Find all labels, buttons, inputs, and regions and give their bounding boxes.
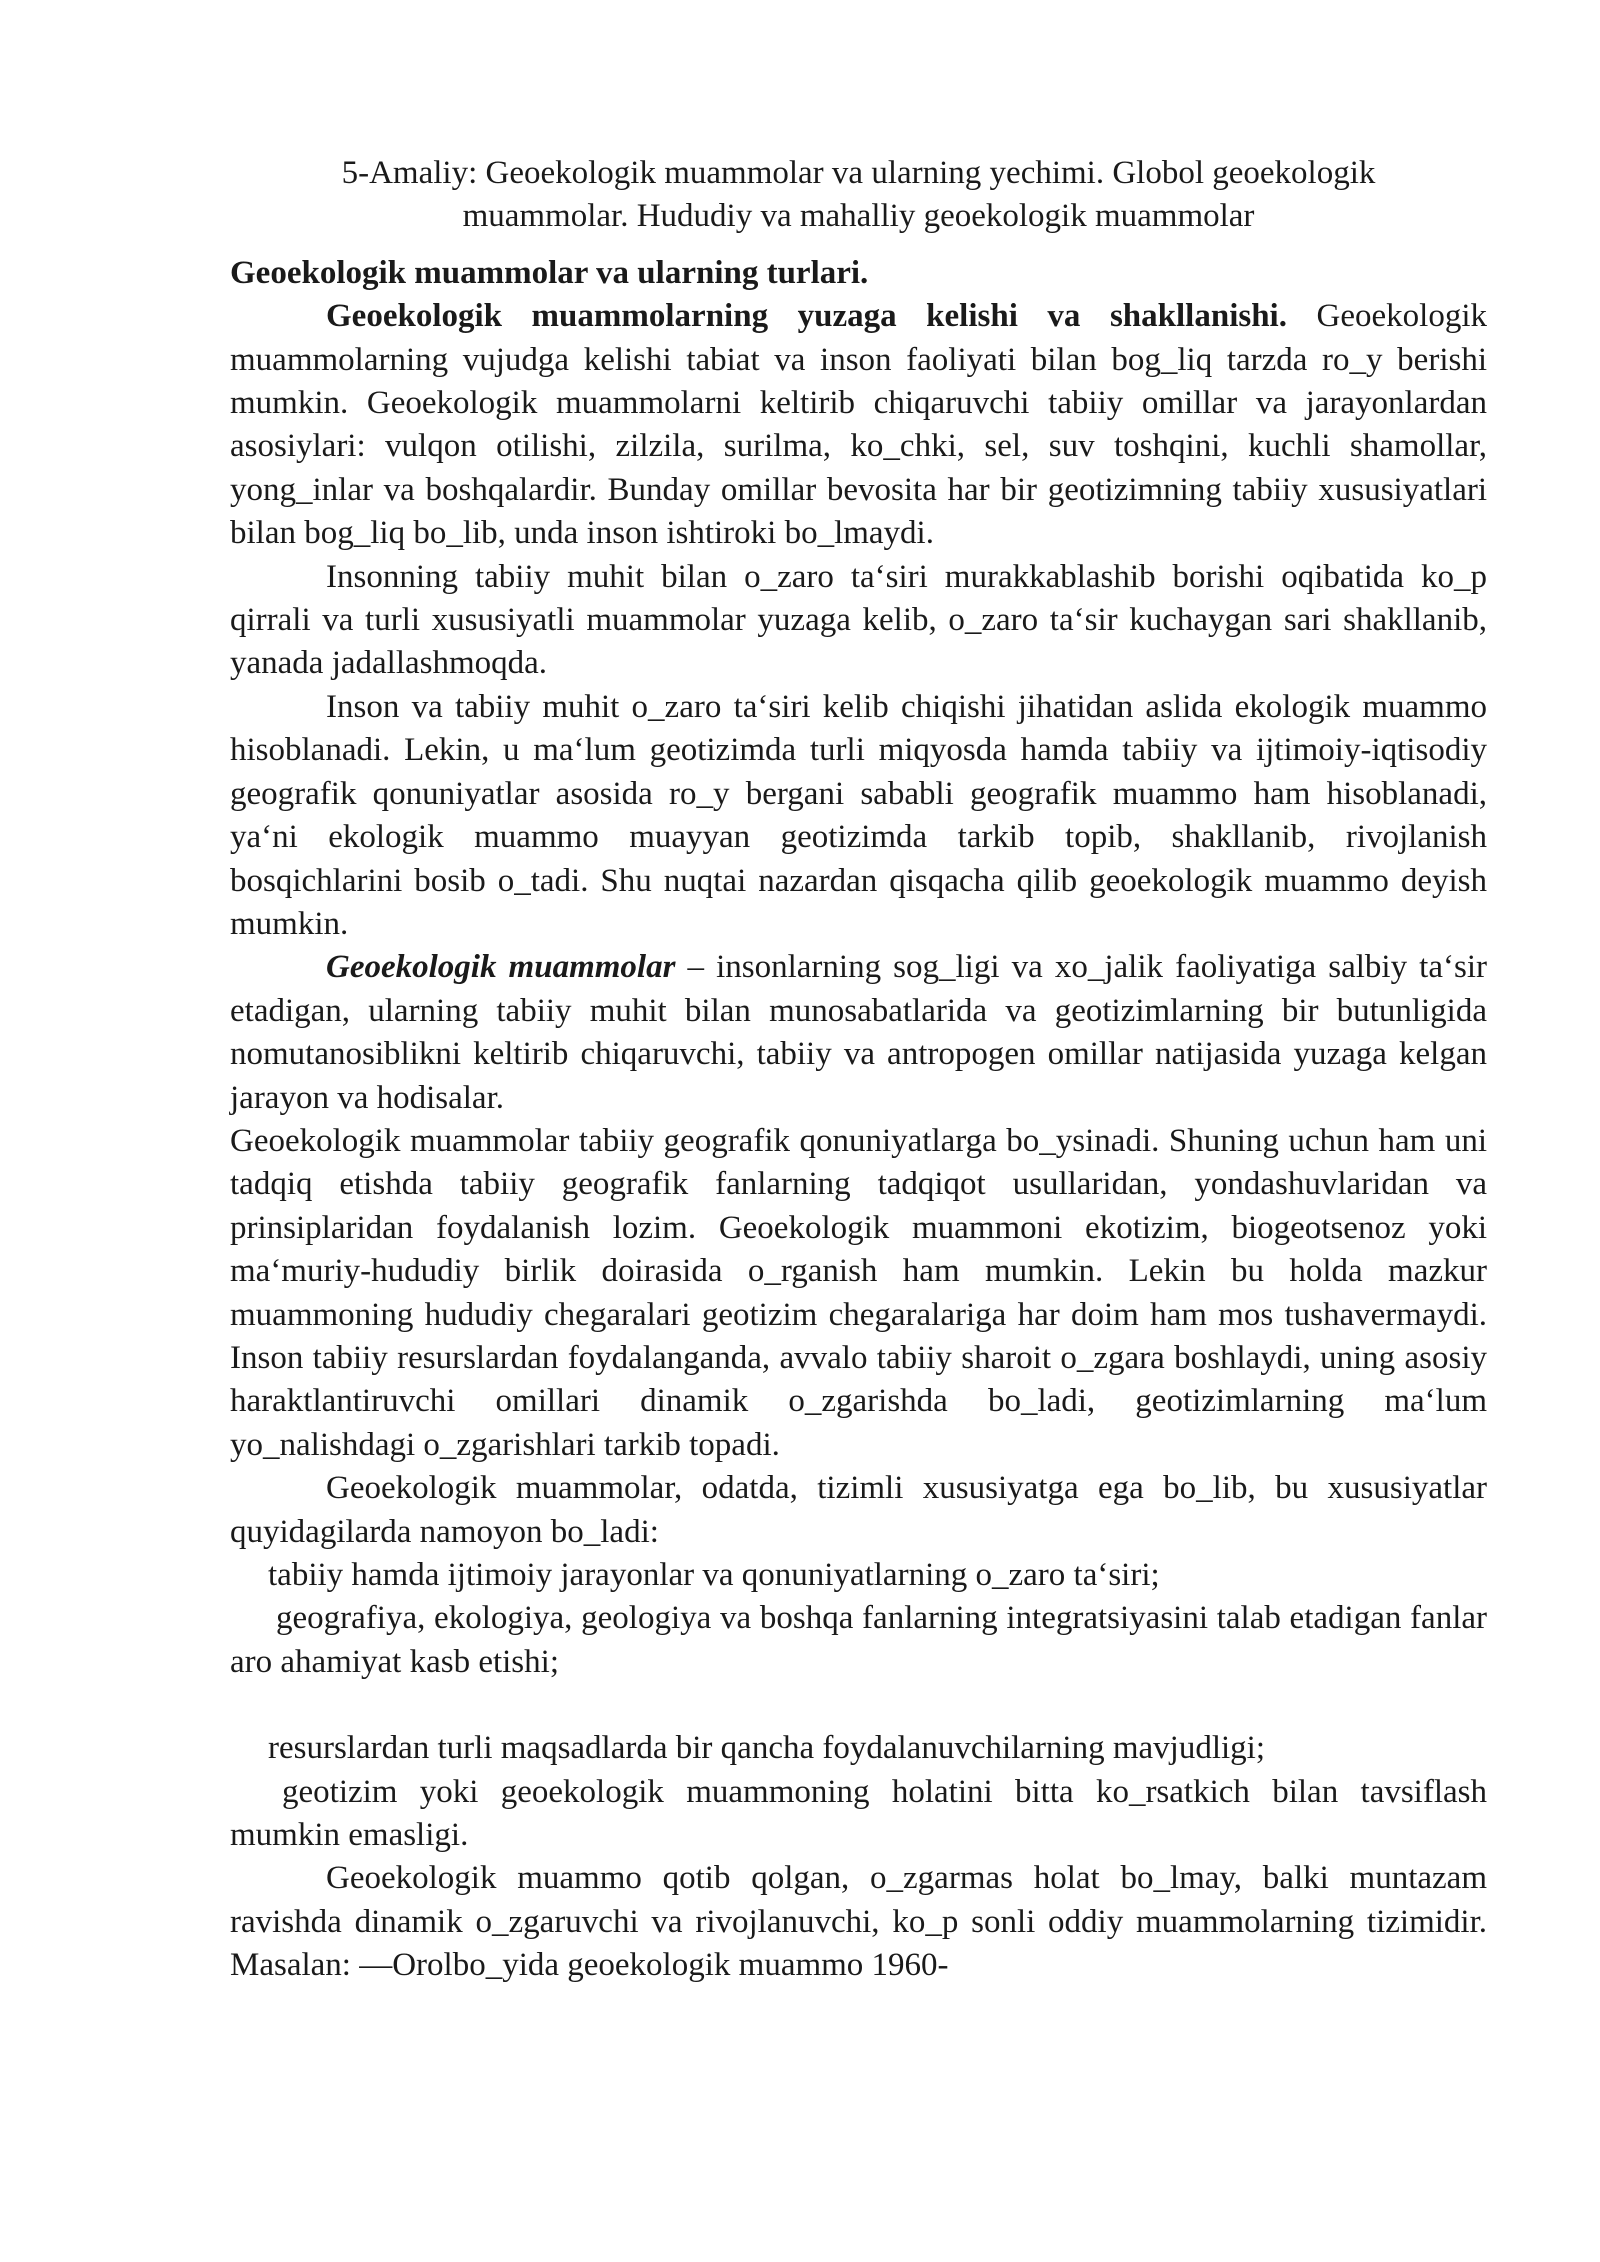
list-item: resurslardan turli maqsadlarda bir qancha foydalanuvchilarning mavjudligi; — [268, 1730, 1266, 1767]
list-item: tabiiy hamda ijtimoiy jarayonlar va qonuniyatlarning o_zaro ta‘siri; — [268, 1557, 1160, 1593]
section-heading: Geoekologik muammolar va ularning turlari. — [230, 254, 869, 291]
list-item: geografiya, ekologiya, geologiya va boshqa fanlarning integratsiyasini talab etadigan fanlar aro ahamiyat kasb etishi; — [230, 1600, 1487, 1680]
list-item: geotizim yoki geoekologik muammoning holatini bitta ko_rsatkich bilan tavsiflash mumkin emasligi. — [230, 1773, 1487, 1854]
page-title-line-1: 5-Amaliy: Geoekologik muammolar va ularning yechimi. Globol geoekologik — [341, 155, 1376, 191]
paragraph-formation-lead: Geoekologik muammolarning yuzaga kelishi va shakllanishi. — [326, 298, 1287, 335]
page-title-line-2: muammolar. Hududiy va mahalliy geoekologik muammolar — [462, 198, 1255, 235]
definition-term: Geoekologik muammolar — [326, 949, 676, 986]
definition-text: – insonlarning sog_ligi va xo_jalik faoliyatiga salbiy ta‘sir etadigan, ularning tabiiy muhit bilan munosabatlarida va geotizimlarning bir butunligida nomutanosiblikni keltirib chiqaruvchi, tabiiy va antropogen omillar natijasida yuzaga kelgan jarayon va hodisalar. — [230, 949, 1487, 1116]
paragraph-laws: Geoekologik muammolar tabiiy geografik qonuniyatlarga bo_ysinadi. Shuning uchun ham uni tadqiq etishda tabiiy geografik fanlarning tadqiqot usullaridan, yondashuvlaridan va prinsiplaridan foydalanish lozim. Geoekologik muammoni ekotizim, biogeotsenoz yoki ma‘muriy-hududiy birlik doirasida o_rganish ham mumkin. Lekin bu holda mazkur muammoning hududiy chegaralari geotizim chegaralariga har doim ham mos tushavermaydi. Inson tabiiy resurslardan foydalanganda, avvalo tabiiy sharoit o_zgara boshlaydi, uning asosiy haraktlantiruvchi omillari dinamik o_zgarishda bo_ladi, geotizimlarning ma‘lum yo_nalishdagi o_zgarishlari tarkib topadi. — [230, 1122, 1487, 1463]
paragraph-formation — [230, 295, 1487, 555]
page-title — [230, 152, 1487, 239]
paragraph-systemic-properties: Geoekologik muammolar, odatda, tizimli xususiyatga ega bo_lib, bu xususiyatlar quyidagilarda namoyon bo_ladi: — [230, 1470, 1487, 1550]
paragraph-ecological-problem: Inson va tabiiy muhit o_zaro ta‘siri kelib chiqishi jihatidan aslida ekologik muammo hisoblanadi. Lekin, u ma‘lum geotizimda turli miqyosda hamda tabiiy va ijtimoiy-iqtisodiy geografik qonuniyatlar asosida ro_y bergani sababli geografik muammo ham hisoblanadi, ya‘ni ekologik muammo muayyan geotizimda tarkib topib, shakllanib, rivojlanish bosqichlarini bosib o_tadi. Shu nuqtai nazardan qisqacha qilib geoekologik muammo deyish mumkin. — [230, 688, 1487, 942]
paragraph-interaction: Insonning tabiiy muhit bilan o_zaro ta‘siri murakkablashib borishi oqibatida ko_p qirrali va turli xususiyatli muammolar yuzaga kelib, o_zaro ta‘sir kuchaygan sari shakllanib, yanada jadallashmoqda. — [230, 558, 1487, 682]
paragraph-dynamic-problem: Geoekologik muammo qotib qolgan, o_zgarmas holat bo_lmay, balki muntazam ravishda dinamik o_zgaruvchi va rivojlanuvchi, ko_p sonli oddiy muammolarning tizimidir. Masalan: —Orolbo_yida geoekologik muammo 1960- — [230, 1860, 1487, 1984]
paragraph-definition — [230, 946, 1487, 1120]
document-content — [230, 152, 1487, 1988]
paragraph-formation-text: Geoekologik muammolarning vujudga kelishi tabiat va inson faoliyati bilan bog_liq tarzda ro_y berishi mumkin. Geoekologik muammolarni keltirib chiqaruvchi tabiiy omillar va jarayonlardan asosiylari: vulqon otilishi, zilzila, surilma, ko_chki, sel, suv toshqini, kuchli shamollar, yong_inlar va boshqalardir. Bunday omillar bevosita har bir geotizimning tabiiy xususiyatlari bilan bog_liq bo_lib, unda inson ishtiroki bo_lmaydi. — [230, 298, 1487, 552]
